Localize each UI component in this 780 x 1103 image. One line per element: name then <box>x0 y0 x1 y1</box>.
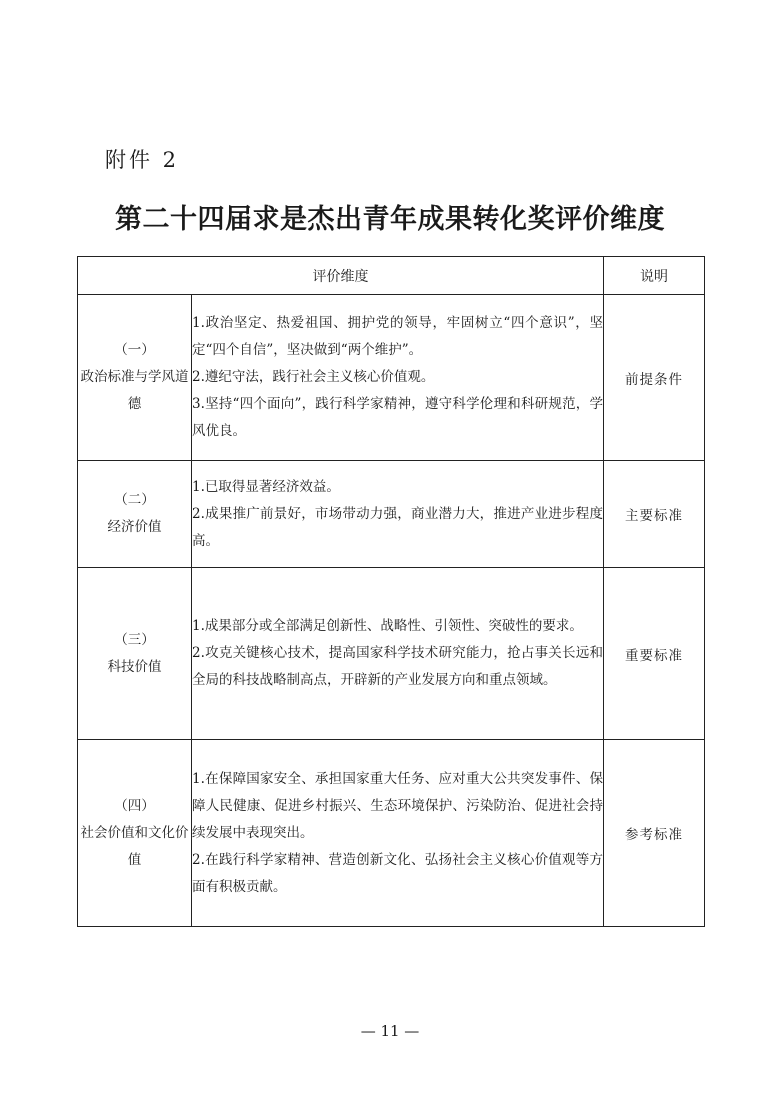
note-cell: 参考标准 <box>604 740 705 927</box>
evaluation-table <box>77 256 705 927</box>
table-row <box>78 461 705 568</box>
table-row <box>78 568 705 740</box>
criteria-item: 2.成果推广前景好，市场带动力强，商业潜力大，推进产业进步程度高。 <box>192 505 603 549</box>
dimension-name: 政治标准与学风道德 <box>80 369 189 412</box>
criteria-cell <box>192 295 604 461</box>
criteria-item: 1.成果部分或全部满足创新性、战略性、引领性、突破性的要求。 <box>192 618 583 634</box>
dimension-number: （四） <box>114 797 155 814</box>
dimension-number: （二） <box>114 492 155 508</box>
note-cell: 前提条件 <box>604 295 705 461</box>
criteria-item: 2.遵纪守法，践行社会主义核心价值观。 <box>192 369 435 385</box>
criteria-cell <box>192 740 604 927</box>
attachment-label: 附件 2 <box>105 148 180 172</box>
criteria-item: 2.在践行科学家精神、营造创新文化、弘扬社会主义核心价值观等方面有积极贡献。 <box>192 851 603 895</box>
table-row <box>78 295 705 461</box>
criteria-cell <box>192 461 604 568</box>
criteria-item: 3.坚持“四个面向”，践行科学家精神，遵守科学伦理和科研规范，学风优良。 <box>192 396 603 439</box>
dimension-name: 社会价值和文化价值 <box>80 824 189 868</box>
document-title: 第二十四届求是杰出青年成果转化奖评价维度 <box>115 204 665 235</box>
dimension-number: （一） <box>114 342 155 358</box>
dimension-name: 科技价值 <box>107 658 162 675</box>
dimension-cell <box>78 295 192 461</box>
criteria-item: 2.攻克关键核心技术，提高国家科学技术研究能力，抢占事关长远和全局的科技战略制高点，开辟新的产业发展方向和重点领域。 <box>192 645 603 688</box>
header-note: 说明 <box>604 257 705 295</box>
criteria-cell <box>192 568 604 740</box>
criteria-item: 1.已取得显著经济效益。 <box>192 478 340 495</box>
table-header-row <box>78 257 705 295</box>
page-number: — 11 — <box>360 1022 420 1040</box>
dimension-cell <box>78 461 192 568</box>
dimension-cell <box>78 568 192 740</box>
dimension-cell <box>78 740 192 927</box>
dimension-number: （三） <box>114 631 155 648</box>
note-cell: 重要标准 <box>604 568 705 740</box>
criteria-item: 1.政治坚定、热爱祖国、拥护党的领导，牢固树立“四个意识”，坚定“四个自信”，坚决做到“两个维护”。 <box>192 315 603 358</box>
dimension-name: 经济价值 <box>107 519 162 535</box>
note-cell: 主要标准 <box>604 461 705 568</box>
table-row <box>78 740 705 927</box>
header-dimension: 评价维度 <box>78 257 604 295</box>
criteria-item: 1.在保障国家安全、承担国家重大任务、应对重大公共突发事件、保障人民健康、促进乡村振兴、生态环境保护、污染防治、促进社会持续发展中表现突出。 <box>192 770 603 841</box>
